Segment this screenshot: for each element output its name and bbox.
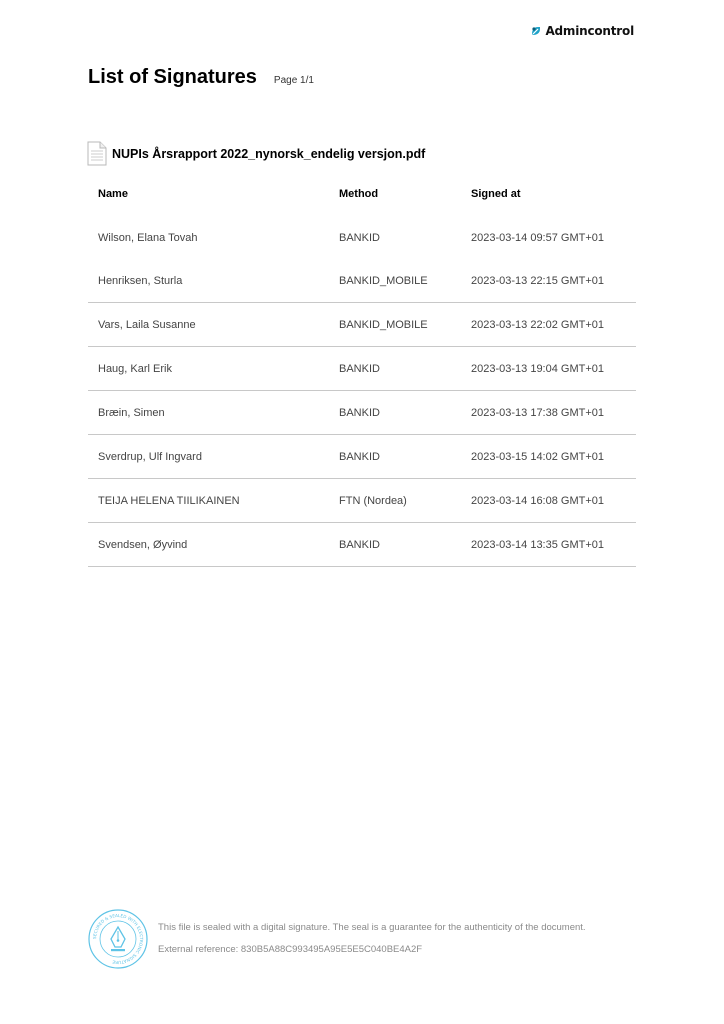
signing-method: BANKID (329, 435, 461, 479)
signed-at: 2023-03-13 22:15 GMT+01 (461, 259, 636, 303)
signing-method: BANKID (329, 391, 461, 435)
signer-name: Bræin, Simen (88, 391, 329, 435)
table-row (88, 303, 636, 347)
signing-method: FTN (Nordea) (329, 479, 461, 523)
table-row (88, 216, 636, 259)
seal-statement: This file is sealed with a digital signature. The seal is a guarantee for the authenticity of the document. (158, 922, 586, 933)
signing-method: BANKID_MOBILE (329, 303, 461, 347)
signer-name: Wilson, Elana Tovah (98, 231, 198, 244)
brand-name: Admincontrol (545, 24, 634, 38)
seal-info (158, 917, 586, 961)
signatures-table (88, 172, 636, 567)
admincontrol-logo-icon (530, 25, 542, 37)
table-row (88, 479, 636, 523)
signed-at: 2023-03-13 17:38 GMT+01 (461, 391, 636, 435)
svg-text:SECURED & SEALED WITH ELECTRON: SECURED & SEALED WITH ELECTRONIC SIGNATURE (91, 912, 145, 966)
external-reference: External reference: 830B5A88C993495A95E5E5C040BE4A2F (158, 944, 423, 955)
signer-name: Sverdrup, Ulf Ingvard (88, 435, 329, 479)
seal-footer (88, 909, 586, 969)
table-row (88, 523, 636, 567)
table-row (88, 391, 636, 435)
signed-at: 2023-03-13 19:04 GMT+01 (461, 347, 636, 391)
signer-name: Svendsen, Øyvind (88, 523, 329, 567)
column-header-signed-at: Signed at (471, 188, 521, 200)
signing-method: BANKID (329, 523, 461, 567)
signed-at: 2023-03-14 09:57 GMT+01 (471, 231, 605, 244)
signed-at: 2023-03-14 16:08 GMT+01 (461, 479, 636, 523)
table-row (88, 259, 636, 303)
column-header-method: Method (339, 188, 379, 200)
brand-logo (530, 24, 634, 38)
table-header-row (88, 172, 636, 216)
signer-name: Henriksen, Sturla (88, 259, 329, 303)
column-header-name: Name (98, 188, 128, 200)
page-indicator: Page 1/1 (273, 75, 314, 86)
signed-at: 2023-03-14 13:35 GMT+01 (461, 523, 636, 567)
page-title: List of Signatures (88, 66, 257, 88)
signed-at: 2023-03-15 14:02 GMT+01 (461, 435, 636, 479)
document-icon (87, 141, 107, 166)
file-header (87, 141, 425, 166)
digital-seal-icon (88, 909, 148, 969)
title-row (88, 66, 314, 89)
signer-name: Haug, Karl Erik (88, 347, 329, 391)
table-row (88, 347, 636, 391)
file-name: NUPIs Årsrapport 2022_nynorsk_endelig versjon.pdf (112, 146, 426, 161)
signer-name: Vars, Laila Susanne (88, 303, 329, 347)
signing-method: BANKID (339, 231, 380, 244)
signing-method: BANKID (329, 347, 461, 391)
table-row (88, 435, 636, 479)
signed-at: 2023-03-13 22:02 GMT+01 (461, 303, 636, 347)
signing-method: BANKID_MOBILE (329, 259, 461, 303)
signer-name: TEIJA HELENA TIILIKAINEN (88, 479, 329, 523)
